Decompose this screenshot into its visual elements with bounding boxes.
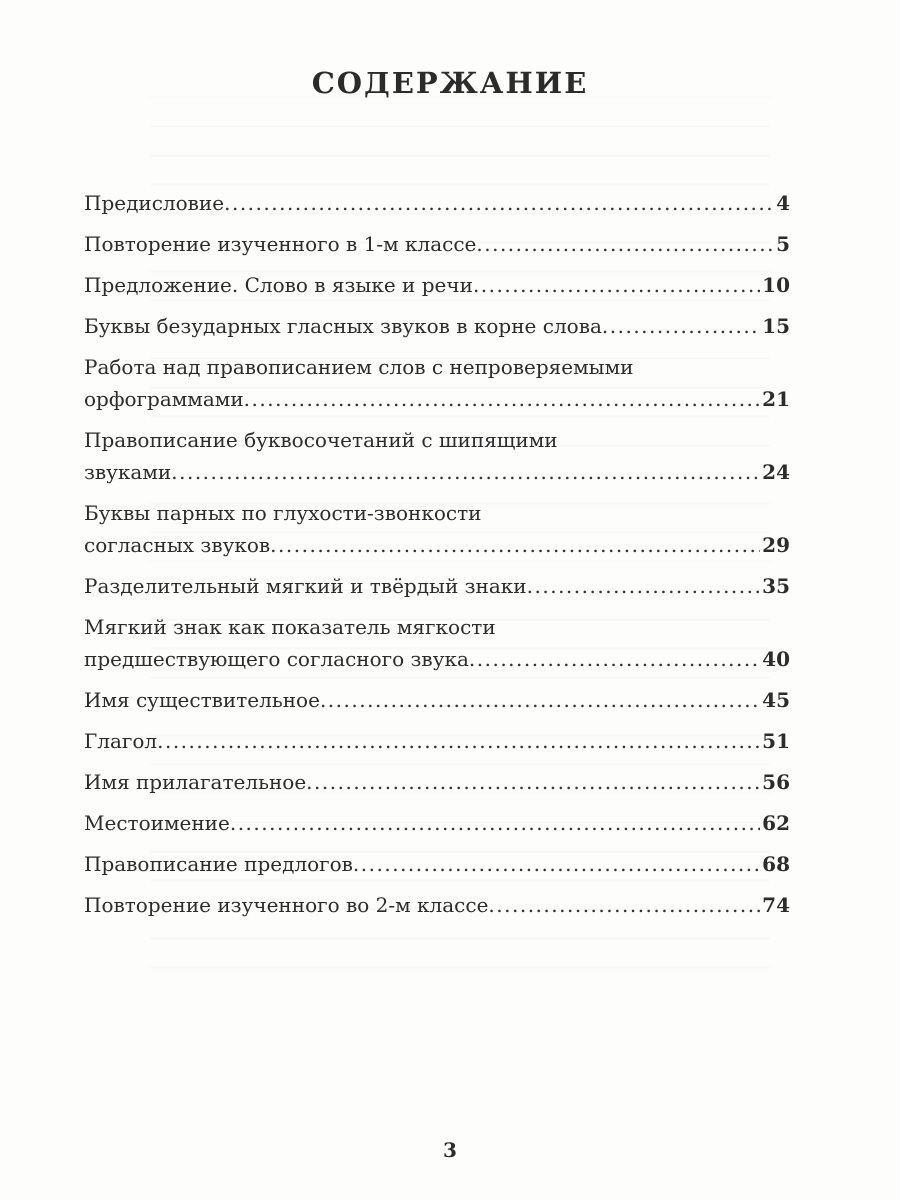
dot-leader: [353, 848, 760, 880]
toc-entry-title: Мягкий знак как показатель мягкости: [84, 615, 496, 639]
toc-entry-title: Буквы парных по глухости-звонкости: [84, 501, 482, 525]
toc-entry: [84, 766, 790, 798]
page-title: СОДЕРЖАНИЕ: [311, 66, 589, 100]
toc-page-number: 56: [762, 770, 790, 794]
toc-entry-last-line: [84, 848, 790, 880]
toc-entry: [84, 889, 790, 921]
toc-entry: [84, 269, 790, 301]
toc-entry-last-line: [84, 310, 790, 342]
toc-page-number: 74: [762, 893, 790, 917]
toc-entry-last-line: [84, 529, 790, 561]
toc-entry-title: Правописание предлогов: [84, 852, 353, 876]
toc-entry-title: Повторение изученного в 1-м классе: [84, 232, 477, 256]
page-number: 3: [443, 1138, 457, 1162]
toc-entry-last-line: [84, 187, 790, 219]
toc-page-number: 5: [776, 232, 790, 256]
toc-entry: [84, 684, 790, 716]
toc-entry-title: предшествующего согласного звука: [84, 647, 469, 671]
dot-leader: [270, 529, 760, 561]
toc-entry-title: Местоимение: [84, 811, 230, 835]
toc-page-number: 4: [776, 191, 790, 215]
toc-entry-last-line: [84, 228, 790, 260]
toc-entry: [84, 611, 790, 675]
toc-entry: [84, 570, 790, 602]
toc-entry: [84, 807, 790, 839]
toc-entry: [84, 351, 790, 415]
toc-entry-title: Имя прилагательное: [84, 770, 307, 794]
toc-entry-last-line: [84, 643, 790, 675]
toc-page-number: 15: [762, 314, 790, 338]
toc-entry-last-line: [84, 456, 790, 488]
dot-leader: [476, 228, 774, 260]
toc-page-number: 51: [762, 729, 790, 753]
toc-entry: [84, 848, 790, 880]
toc-entry-last-line: [84, 807, 790, 839]
toc-entry-title: Предложение. Слово в языке и речи: [84, 273, 473, 297]
toc-page-number: 21: [762, 387, 790, 411]
toc-entry-last-line: [84, 889, 790, 921]
toc-entry-line: [84, 351, 790, 383]
toc-entry-line: [84, 611, 790, 643]
dot-leader: [157, 725, 760, 757]
toc-entry-last-line: [84, 766, 790, 798]
toc-entry-title: звуками: [84, 460, 172, 484]
dot-leader: [230, 807, 760, 839]
dot-leader: [320, 684, 760, 716]
toc-page-number: 40: [762, 647, 790, 671]
toc-page-number: 29: [762, 533, 790, 557]
toc-page-number: 62: [762, 811, 790, 835]
dot-leader: [306, 766, 760, 798]
dot-leader: [244, 383, 760, 415]
dot-leader: [602, 310, 760, 342]
toc-entry-last-line: [84, 570, 790, 602]
toc-entry-title: Буквы безударных гласных звуков в корне слова: [84, 314, 602, 338]
toc-entry-title: Правописание буквосочетаний с шипящими: [84, 428, 558, 452]
toc-entry: [84, 187, 790, 219]
toc-entry-last-line: [84, 725, 790, 757]
toc-page-number: 45: [762, 688, 790, 712]
toc-entry: [84, 497, 790, 561]
dot-leader: [171, 456, 760, 488]
toc-entry-title: Разделительный мягкий и твёрдый знаки: [84, 574, 527, 598]
toc-entry: [84, 228, 790, 260]
table-of-contents: [84, 187, 790, 930]
dot-leader: [224, 187, 774, 219]
dot-leader: [488, 889, 760, 921]
toc-entry: [84, 424, 790, 488]
toc-page-number: 68: [762, 852, 790, 876]
toc-entry: [84, 310, 790, 342]
toc-entry-last-line: [84, 383, 790, 415]
toc-entry-last-line: [84, 269, 790, 301]
toc-entry-title: согласных звуков: [84, 533, 271, 557]
toc-entry-line: [84, 497, 790, 529]
toc-page-number: 24: [762, 460, 790, 484]
toc-page-number: 10: [762, 273, 790, 297]
toc-entry-title: орфограммами: [84, 387, 244, 411]
toc-entry-title: Имя существительное: [84, 688, 320, 712]
dot-leader: [527, 570, 761, 602]
dot-leader: [473, 269, 760, 301]
toc-entry-last-line: [84, 684, 790, 716]
toc-entry-title: Повторение изученного во 2-м классе: [84, 893, 489, 917]
toc-entry-title: Работа над правописанием слов с непроверяемыми: [84, 355, 634, 379]
toc-entry-title: Глагол: [84, 729, 158, 753]
toc-entry: [84, 725, 790, 757]
toc-entry-title: Предисловие: [84, 191, 225, 215]
toc-page-number: 35: [762, 574, 790, 598]
dot-leader: [469, 643, 760, 675]
toc-entry-line: [84, 424, 790, 456]
